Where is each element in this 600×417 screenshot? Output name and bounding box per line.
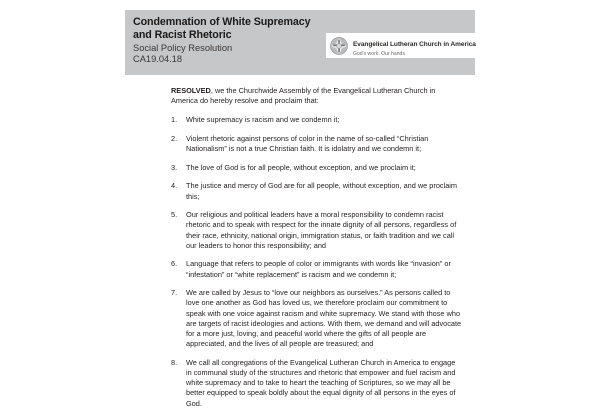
list-item-number: 1. [171,115,178,125]
list-item-text: The love of God is for all people, without exception, and we proclaim it; [186,162,416,172]
list-item-text: Violent rhetoric against persons of color in the name of so-called “Christian Nationalism” is not a true Christian faith. It is idolatry and we condemn it; [186,134,429,154]
list-item-number: 5. [171,210,178,220]
list-item-number: 4. [171,181,178,191]
document-header [133,16,348,66]
list-item [171,288,463,349]
document-subtitle: Social Policy Resolution [133,42,233,53]
list-item [171,181,463,201]
resolved-rest: , we the Churchwide Assembly of the Evangelical Lutheran Church in America do hereby resolve and proclaim that: [171,86,436,106]
page-title [133,16,348,41]
list-item [171,259,463,279]
list-item-number: 2. [171,134,178,143]
list-item-text: We call all congregations of the Evangelical Lutheran Church in America to engage in communal study of the structures and rhetoric that empower and fuel racism and white supremacy and to take to heart the teaching of Scriptures, so we may all be better equipped to speak boldly about the equal dignity of all persons in the eyes of God. [186,357,456,408]
resolution-list [171,115,463,408]
document-number: CA19.04.18 [133,54,183,65]
organization-name: Evangelical Lutheran Church in America [353,40,476,48]
list-item-text: Our religious and political leaders have a moral responsibility to condemn racist rhetoric and to speak with respect for the innate dignity of all persons, regardless of their race, ethnicity, national origin, immigration status, or faith tradition and we call our leaders to honor this responsibility; and [186,210,457,250]
document-body [171,86,463,417]
list-item-text: The justice and mercy of God are for all people, without exception, and we proclaim this; [186,181,458,201]
elca-cross-globe-icon [330,37,348,55]
list-item-text: We are called by Jesus to “love our neighbors as ourselves.” As persons called to love one another as God has loved us, we therefore proclaim our commitment to speak with one voice against racism and white supremacy. We stand with those who are targets of racist ideologies and actions. With them, we demand and will advocate for a more just, loving, and peaceful world where the gifts of all people are appreciated, and the lives of all people are treasured; and [186,288,462,349]
list-item-text: Language that refers to people of color or immigrants with words like “invasion” or “infestation” or “white replacement” is racism and we condemn it; [186,259,451,279]
list-item [171,358,463,409]
list-item [171,210,463,251]
resolution-preamble [171,86,463,106]
logo-text-block [353,34,476,57]
list-item [171,115,463,125]
list-item [171,134,463,154]
list-item-number: 3. [171,162,178,172]
resolved-lead: RESOLVED [171,86,211,95]
list-item-number: 6. [171,259,178,269]
page-title-line-2: and Racist Rhetoric [133,28,232,41]
organization-tagline: God's work. Our hands. [353,50,407,57]
list-item-text: White supremacy is racism and we condemn it; [186,115,340,125]
list-item-number: 7. [171,288,178,298]
list-item-number: 8. [171,357,178,367]
organization-logo [326,33,486,58]
page-title-line-1: Condemnation of White Supremacy [133,16,311,28]
list-item [171,163,463,173]
